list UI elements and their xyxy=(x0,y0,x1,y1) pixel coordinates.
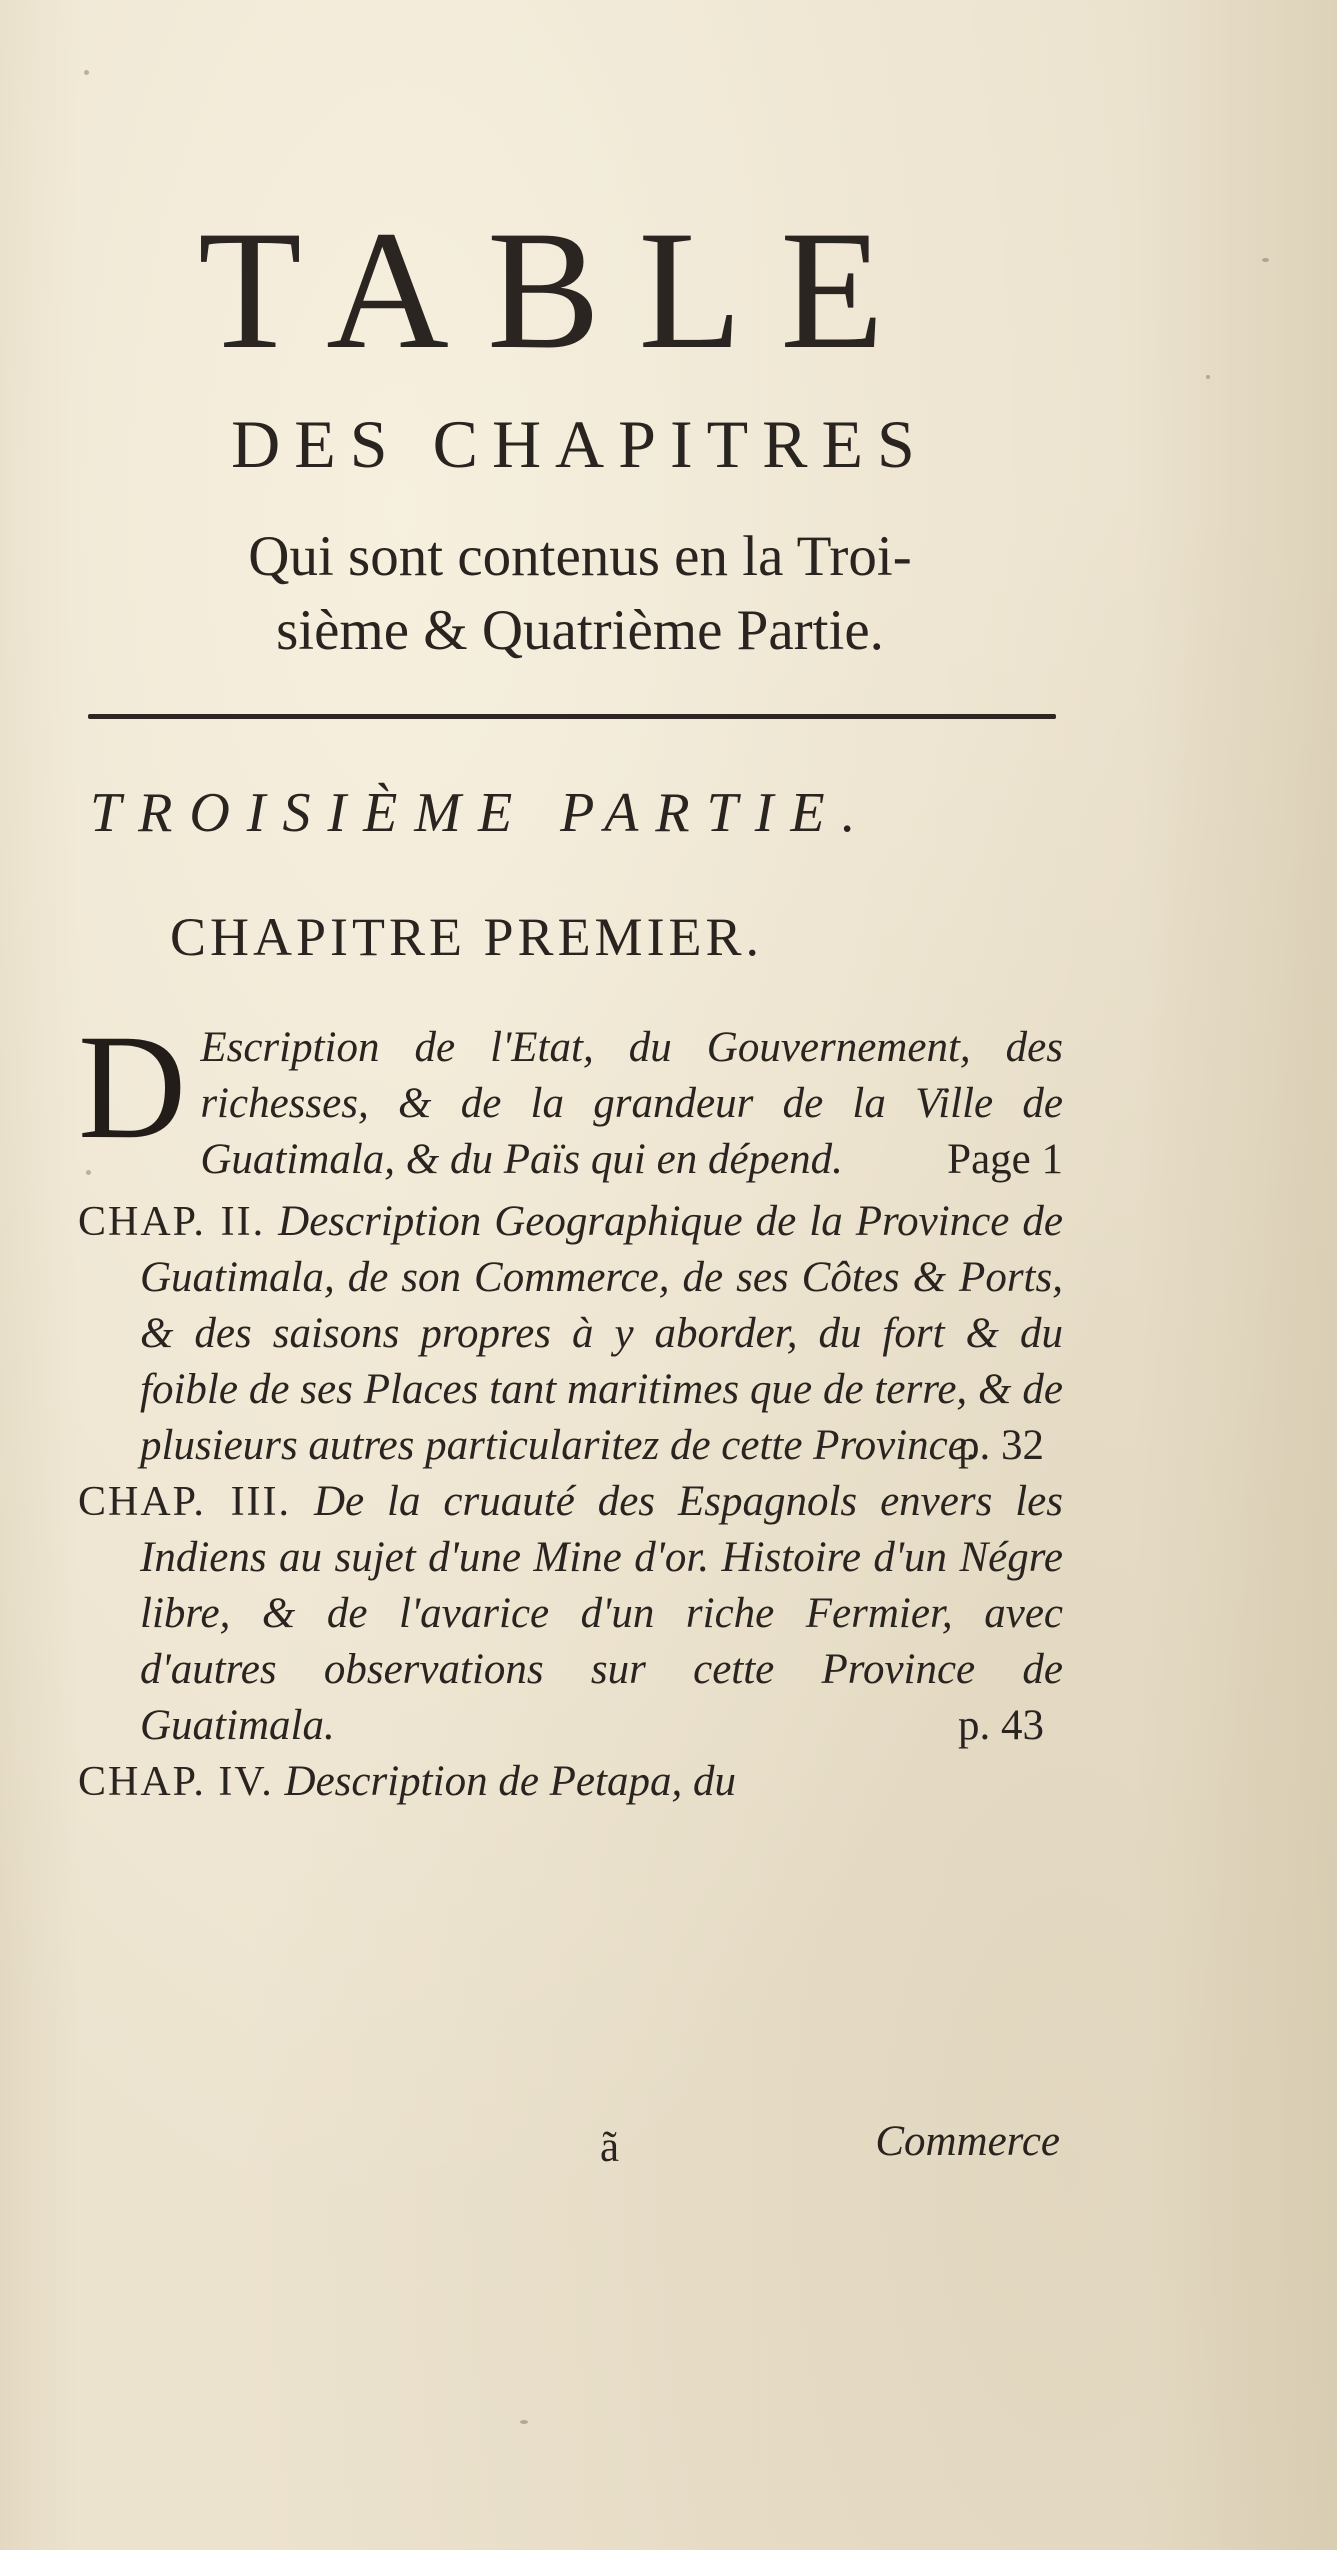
page-reference: p. 32 xyxy=(958,1422,1044,1469)
description-line-2: sième & Quatrième Partie. xyxy=(276,599,884,662)
catchword: Commerce xyxy=(875,2118,1060,2165)
page-title: TABLE xyxy=(197,196,923,384)
description-line-1: Qui sont contenus en la Troi- xyxy=(248,525,912,588)
toc-entry-4 xyxy=(78,1754,1063,1810)
page-reference: Page 1 xyxy=(947,1136,1063,1183)
drop-cap: D xyxy=(78,1004,187,1170)
entry-text: Description Geographique de la Province de Guatimala, de son Commerce, de ses Côtes & Ports, & des saisons propres à y aborder, du fort & du foible de ses Places tant maritimes que de terre, & de plusieurs autres particularitez de cette Province. xyxy=(140,1198,1063,1469)
chapter-label: CHAP. III. xyxy=(78,1479,292,1525)
entry-text: De la cruauté des Espagnols envers les Indiens au sujet d'une Mine d'or. Histoire d'un Négre libre, & de l'avarice d'un riche Fermier, avec d'autres observations sur cette Province de Guatimala. xyxy=(140,1478,1063,1749)
entry-text: Escription de l'Etat, du Gouvernement, des richesses, & de la grandeur de la Ville de Guatimala, & du Païs qui en dépend. xyxy=(200,1024,1063,1183)
page-subtitle: DES CHAPITRES xyxy=(231,406,929,482)
paper-spot xyxy=(520,2420,528,2424)
signature-mark: ã xyxy=(600,2124,620,2171)
toc-entry-3 xyxy=(78,1474,1063,1754)
paper-spot xyxy=(1206,375,1210,379)
chapter-label: CHAP. IV. xyxy=(78,1759,274,1805)
paper-spot xyxy=(84,70,89,75)
table-of-contents xyxy=(78,1004,1063,1810)
entry-text: Description de Petapa, du xyxy=(284,1758,736,1805)
part-title: TROISIÈME PARTIE. xyxy=(90,782,873,844)
toc-entry-2 xyxy=(78,1194,1063,1474)
horizontal-rule xyxy=(88,714,1056,719)
title-description xyxy=(90,520,1070,668)
toc-entry-1 xyxy=(78,1004,1063,1188)
chapter-heading: CHAPITRE PREMIER. xyxy=(170,907,764,967)
chapter-label: CHAP. II. xyxy=(78,1199,266,1245)
paper-spot xyxy=(86,1170,91,1175)
paper-spot xyxy=(1262,258,1269,262)
page-reference: p. 43 xyxy=(958,1702,1044,1749)
